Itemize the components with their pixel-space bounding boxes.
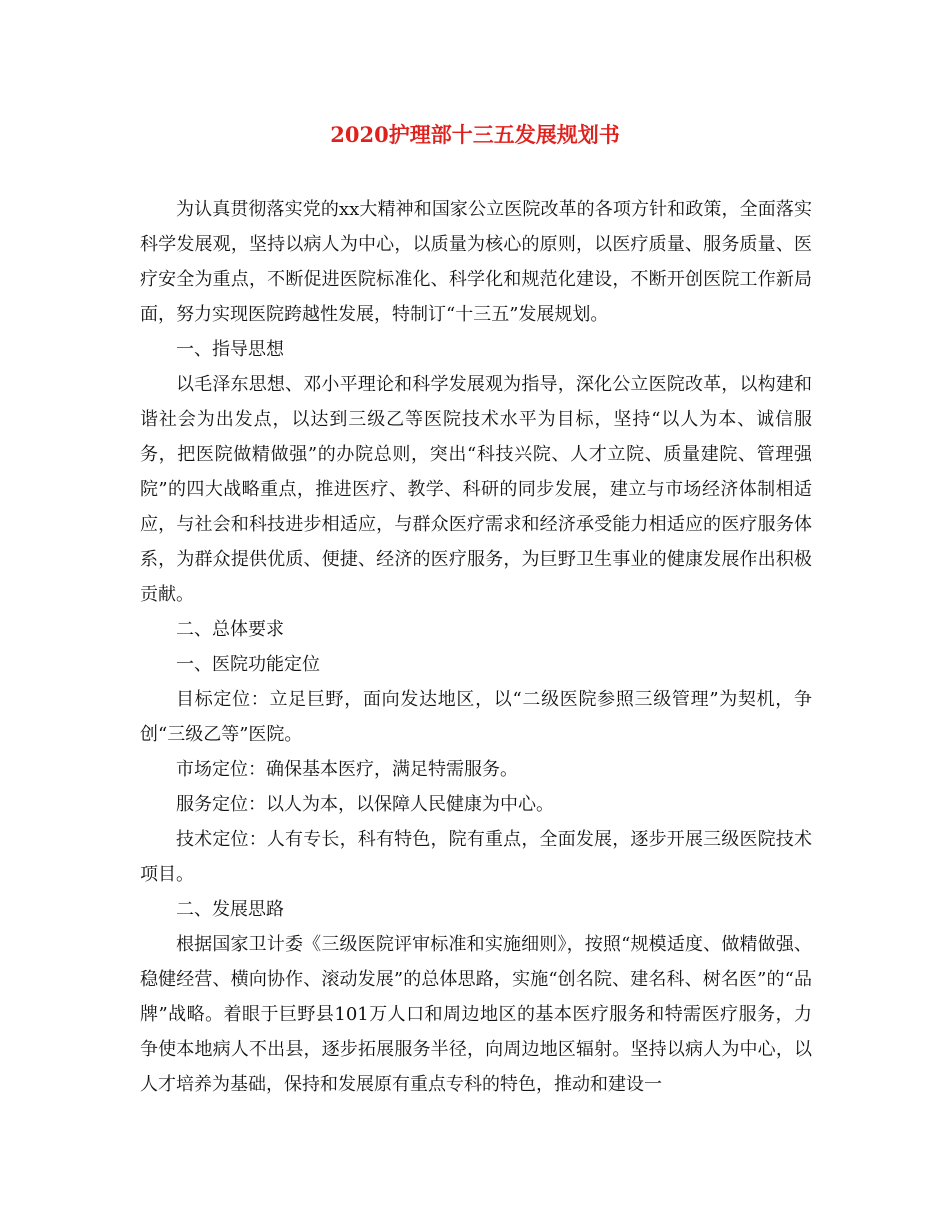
document-title: 2020护理部十三五发展规划书 [330,122,620,147]
section-heading-guiding-ideology: 一、指导思想 [176,339,284,360]
intro-paragraph: 为认真贯彻落实党的xx大精神和国家公立医院改革的各项方针和政策，全面落实科学发展观，坚持以病人为中心，以质量为核心的原则，以医疗质量、服务质量、医疗安全为重点，不断促进医院标准化、科学化和规范化建设，不断开创医院工作新局面，努力实现医院跨越性发展，特制订“十三五”发展规划。 [140,199,812,325]
section-heading-overall-requirements: 二、总体要求 [176,619,284,640]
market-positioning-paragraph: 市场定位：确保基本医疗，满足特需服务。 [176,759,518,780]
service-positioning-paragraph: 服务定位：以人为本，以保障人民健康为中心。 [176,794,554,815]
subsection-heading-development-approach: 二、发展思路 [176,899,284,920]
technical-positioning-paragraph: 技术定位：人有专长，科有特色，院有重点，全面发展，逐步开展三级医院技术项目。 [140,829,812,885]
development-approach-paragraph: 根据国家卫计委《三级医院评审标准和实施细则》，按照“规模适度、做精做强、稳健经营、横向协作、滚动发展”的总体思路，实施“创名院、建名科、树名医”的“品牌”战略。着眼于巨野县101万人口和周边地区的基本医疗服务和特需医疗服务，力争使本地病人不出县，逐步拓展服务半径，向周边地区辐射。坚持以病人为中心，以人才培养为基础，保持和发展原有重点专科的特色，推动和建设一 [140,934,812,1095]
document-body [140,192,812,1102]
guiding-ideology-paragraph: 以毛泽东思想、邓小平理论和科学发展观为指导，深化公立医院改革，以构建和谐社会为出发点，以达到三级乙等医院技术水平为目标，坚持“以人为本、诚信服务，把医院做精做强”的办院总则，突出“科技兴院、人才立院、质量建院、管理强院”的四大战略重点，推进医疗、教学、科研的同步发展，建立与市场经济体制相适应，与社会和科技进步相适应，与群众医疗需求和经济承受能力相适应的医疗服务体系，为群众提供优质、便捷、经济的医疗服务，为巨野卫生事业的健康发展作出积极贡献。 [140,374,812,605]
subsection-heading-hospital-positioning: 一、医院功能定位 [176,654,320,675]
target-positioning-paragraph: 目标定位：立足巨野，面向发达地区，以“二级医院参照三级管理”为契机，争创“三级乙等”医院。 [140,689,812,745]
